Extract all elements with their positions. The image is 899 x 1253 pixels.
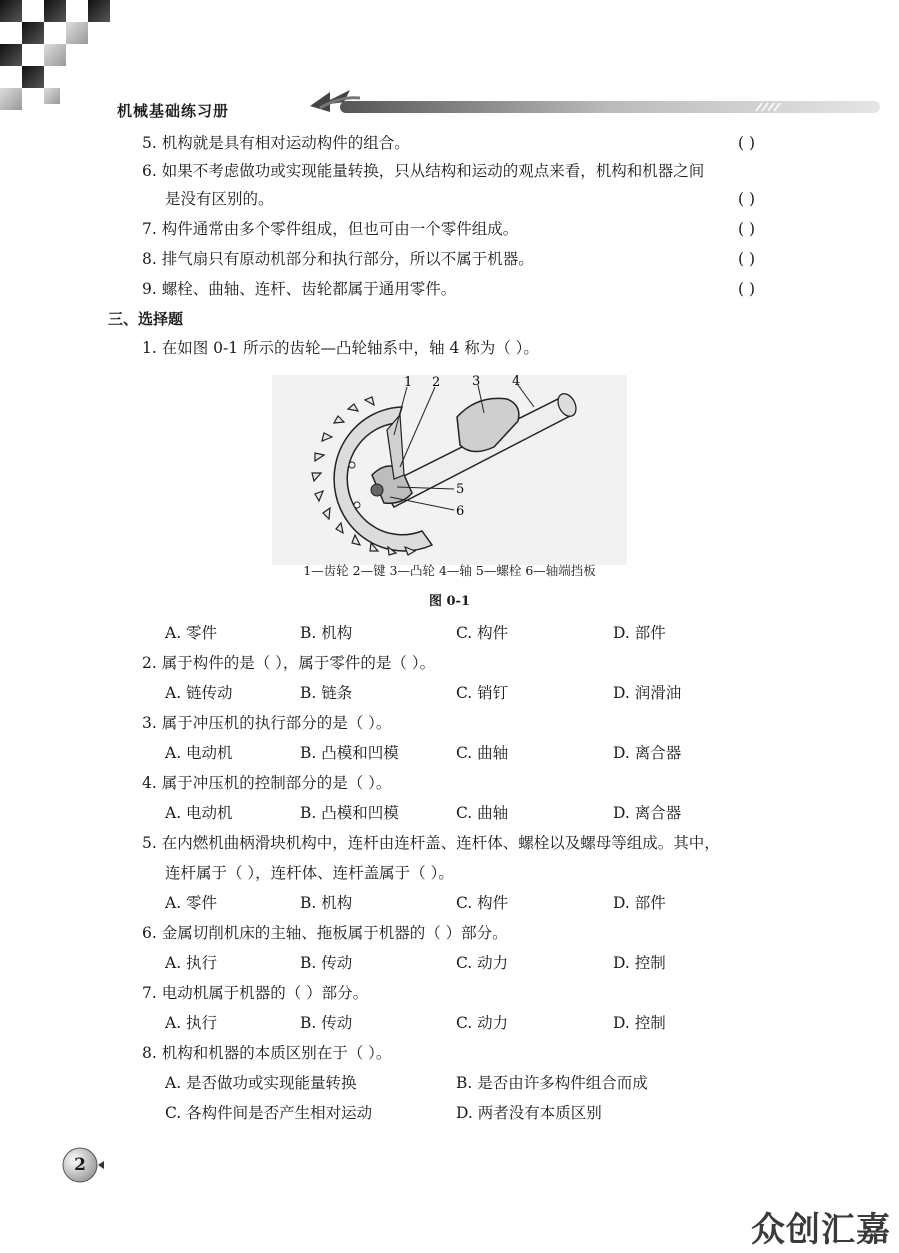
q7-option-c: C. 动力 — [456, 1014, 509, 1032]
question-6-stem: 6. 金属切削机床的主轴、拖板属于机器的（ ）部分。 — [142, 924, 508, 942]
q8-option-b: B. 是否由许多构件组合而成 — [456, 1074, 648, 1092]
q8-option-c: C. 各构件间是否产生相对运动 — [165, 1104, 373, 1122]
question-4-stem: 4. 属于冲压机的控制部分的是（ ）。 — [142, 774, 392, 792]
q2-option-b: B. 链条 — [300, 684, 353, 702]
watermark: 众创汇嘉 — [751, 1210, 891, 1250]
figure-label-2: 2 — [432, 375, 441, 390]
question-1-stem: 1. 在如图 0-1 所示的齿轮—凸轮轴系中，轴 4 称为（ ）。 — [142, 339, 539, 357]
q1-option-d: D. 部件 — [613, 624, 666, 642]
q5-option-a: A. 零件 — [165, 894, 218, 912]
judgment-item-8: 8. 排气扇只有原动机部分和执行部分，所以不属于机器。 — [142, 250, 534, 268]
q7-option-b: B. 传动 — [300, 1014, 353, 1032]
judgment-item-5: 5. 机构就是具有相对运动构件的组合。 — [142, 134, 410, 152]
question-3-stem: 3. 属于冲压机的执行部分的是（ ）。 — [142, 714, 392, 732]
figure-label-4: 4 — [512, 375, 521, 389]
q8-option-a: A. 是否做功或实现能量转换 — [165, 1074, 357, 1092]
question-2-stem: 2. 属于构件的是（ ），属于零件的是（ ）。 — [142, 654, 436, 672]
question-5-stem-cont: 连杆属于（ ），连杆体、连杆盖属于（ ）。 — [165, 864, 454, 882]
judgment-item-9: 9. 螺栓、曲轴、连杆、齿轮都属于通用零件。 — [142, 280, 457, 298]
answer-paren: ( ) — [738, 280, 756, 298]
figure-legend: 1—齿轮 2—键 3—凸轮 4—轴 5—螺栓 6—轴端挡板 — [303, 563, 596, 578]
q7-option-a: A. 执行 — [165, 1014, 218, 1032]
q6-option-a: A. 执行 — [165, 954, 218, 972]
q2-option-a: A. 链传动 — [165, 684, 233, 702]
judgment-item-6: 6. 如果不考虑做功或实现能量转换，只从结构和运动的观点来看，机构和机器之间 — [142, 162, 705, 180]
q3-option-a: A. 电动机 — [165, 744, 233, 762]
answer-paren: ( ) — [738, 250, 756, 268]
q6-option-d: D. 控制 — [613, 954, 666, 972]
q5-option-b: B. 机构 — [300, 894, 353, 912]
page-number: 2 — [74, 1155, 86, 1175]
q3-option-c: C. 曲轴 — [456, 744, 509, 762]
q3-option-d: D. 离合器 — [613, 744, 682, 762]
q5-option-c: C. 构件 — [456, 894, 509, 912]
figure-label-6: 6 — [456, 504, 465, 519]
judgment-item-6-cont: 是没有区别的。 — [165, 190, 274, 208]
answer-paren: ( ) — [738, 134, 756, 152]
q6-option-b: B. 传动 — [300, 954, 353, 972]
q1-option-a: A. 零件 — [165, 624, 218, 642]
q4-option-b: B. 凸模和凹模 — [300, 804, 399, 822]
q6-option-c: C. 动力 — [456, 954, 509, 972]
answer-paren: ( ) — [738, 220, 756, 238]
book-title: 机械基础练习册 — [117, 102, 230, 120]
q2-option-c: C. 销钉 — [456, 684, 509, 702]
corner-checker-decoration — [0, 0, 120, 115]
q4-option-a: A. 电动机 — [165, 804, 233, 822]
header-arrow-bar — [300, 82, 899, 122]
q4-option-c: C. 曲轴 — [456, 804, 509, 822]
q3-option-b: B. 凸模和凹模 — [300, 744, 399, 762]
question-7-stem: 7. 电动机属于机器的（ ）部分。 — [142, 984, 369, 1002]
q5-option-d: D. 部件 — [613, 894, 666, 912]
question-5-stem: 5. 在内燃机曲柄滑块机构中，连杆由连杆盖、连杆体、螺栓以及螺母等组成。其中， — [142, 834, 720, 852]
figure-title: 图 0-1 — [428, 594, 470, 609]
page-number-badge — [62, 1145, 100, 1185]
judgment-item-7: 7. 构件通常由多个零件组成，但也可由一个零件组成。 — [142, 220, 519, 238]
q8-option-d: D. 两者没有本质区别 — [456, 1104, 602, 1122]
q1-option-b: B. 机构 — [300, 624, 353, 642]
figure-label-5: 5 — [456, 482, 465, 497]
section-heading-choice: 三、选择题 — [108, 310, 184, 328]
question-8-stem: 8. 机构和机器的本质区别在于（ ）。 — [142, 1044, 392, 1062]
gear-cam-shaft-figure — [272, 375, 627, 565]
figure-label-1: 1 — [404, 375, 413, 390]
answer-paren: ( ) — [738, 190, 756, 208]
q1-option-c: C. 构件 — [456, 624, 509, 642]
figure-label-3: 3 — [472, 375, 481, 389]
q2-option-d: D. 润滑油 — [613, 684, 682, 702]
q7-option-d: D. 控制 — [613, 1014, 666, 1032]
q4-option-d: D. 离合器 — [613, 804, 682, 822]
